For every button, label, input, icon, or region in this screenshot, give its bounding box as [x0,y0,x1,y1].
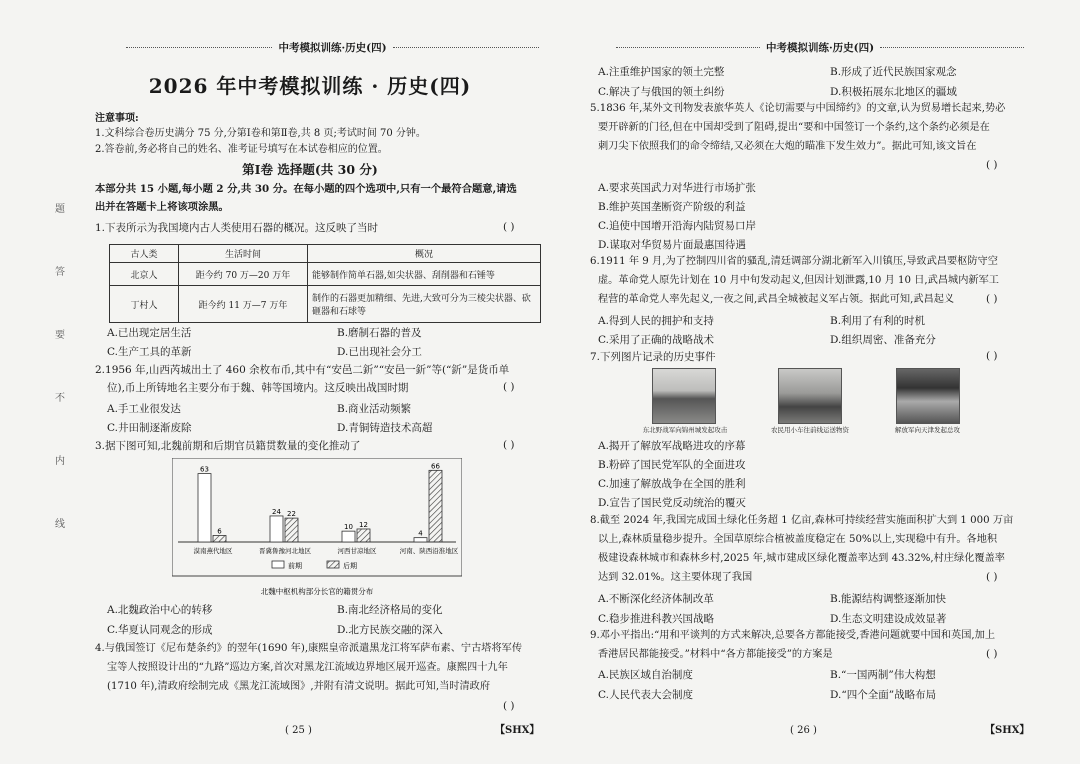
data-label: 63 [200,465,209,474]
page-header: 中考模拟训练·历史(四) [120,37,545,57]
chart-title: 北魏中枢机构部分长官的籍贯分布 [260,587,374,596]
table-row [110,263,541,286]
answer-paren: ( ) [986,159,998,171]
category-label: 晋冀鲁豫河北地区 [259,547,311,555]
data-label: 4 [418,529,423,538]
question-4-line-3: (1710 年),清政府绘制完成《黑龙江流域图》,并附有清文说明。据此可知,当时清政府 [107,681,491,692]
note-1: 1.文科综合卷历史满分 75 分,分第Ⅰ卷和第Ⅱ卷,共 8 页;考试时间 70 分钟。 [95,128,426,139]
q1-option-a[interactable]: A.已出现定居生活 [107,327,192,339]
legend-swatch [272,561,284,568]
legend-label: 前期 [288,562,302,570]
question-4-line-1: 4.与俄国签订《尼布楚条约》的翌年(1690 年),康熙皇帝派遣黑龙江将军萨布素、宁古塔将军传 [95,643,523,654]
exam-title: 2026 年中考模拟训练 · 历史(四) [148,74,472,98]
data-label: 10 [344,523,353,532]
q4-option-c[interactable]: C.解决了与俄国的领土纠纷 [598,86,725,98]
spine-char: 线 [55,519,65,530]
right-page [590,0,1030,764]
table-cell: 距今约 70 万—20 万年 [179,263,308,286]
question-5-line-2: 要开辟新的门径,但在中国却受到了阻碍,提出“要和中国签订一个条约,这个条约必须是在 [598,122,990,133]
question-8-line-4: 达到 32.01%。这主要体现了我国 [598,572,753,583]
q2-option-a[interactable]: A.手工业很发达 [107,403,181,415]
answer-paren: ( ) [503,439,515,451]
answer-paren: ( ) [986,648,998,660]
q4-option-b[interactable]: B.形成了近代民族国家观念 [830,66,957,78]
bar [342,531,355,542]
answer-paren: ( ) [986,293,998,305]
data-label: 12 [359,520,368,529]
q5-option-a[interactable]: A.要求英国武力对华进行市场扩张 [598,182,756,194]
photo-caption: 解放军向天津发起总攻 [895,426,960,434]
q7-option-d[interactable]: D.宣告了国民党反动统治的覆灭 [598,497,746,509]
q5-option-c[interactable]: C.追使中国增开沿海内陆贸易口岸 [598,220,756,232]
q8-option-d[interactable]: D.生态文明建设成效显著 [830,613,947,625]
spine-char: 题 [55,204,65,215]
spine-char: 答 [55,267,65,278]
q6-option-b[interactable]: B.利用了有利的时机 [830,315,926,327]
instruction-line-2: 出并在答题卡上将该项涂黑。 [95,201,229,213]
answer-paren: ( ) [986,350,998,362]
bar [285,518,298,542]
table-header-cell: 古人类 [110,245,179,263]
question-7-stem: 7.下列图片记录的历史事件 [590,351,716,363]
table-cell: 北京人 [110,263,179,286]
category-label: 河南、陕西沿淮地区 [399,547,459,555]
q6-option-c[interactable]: C.采用了正确的战略战术 [598,334,714,346]
data-label: 24 [272,507,281,516]
q3-option-b[interactable]: B.南北经济格局的变化 [337,604,443,616]
left-page [75,0,545,764]
q4-option-a[interactable]: A.注重维护国家的领土完整 [598,66,725,78]
question-1-stem: 1.下表所示为我国境内古人类使用石器的概况。这反映了当时 [95,222,379,234]
q9-option-a[interactable]: A.民族区域自治制度 [598,669,693,681]
question-6-line-3: 程营的革命党人率先起义,一夜之间,武昌全城被起义军占领。据此可知,武昌起义 [598,294,955,305]
chart-frame [172,458,462,576]
photo-tianjin-assault [896,368,960,424]
bar [198,474,211,542]
q2-option-d[interactable]: D.青铜铸造技术高超 [337,422,433,434]
stone-tools-table [109,244,541,323]
binding-margin [55,200,67,578]
q5-option-b[interactable]: B.维护英国垄断资产阶级的利益 [598,201,746,213]
page-code: 【SHX】 [985,725,1030,736]
question-5-line-1: 5.1836 年,某外文刊物发表旅华英人《论切需要与中国缔约》的文章,认为贸易增长起来,势必 [590,103,1006,114]
table-cell: 能够制作简单石器,如尖状器、刮削器和石锤等 [308,263,541,286]
question-3-stem: 3.据下图可知,北魏前期和后期官员籍贯数量的变化推动了 [95,440,361,452]
table-header-cell: 概况 [308,245,541,263]
q9-option-d[interactable]: D.“四个全面”战略布局 [830,689,937,701]
q2-option-b[interactable]: B.商业活动频繁 [337,403,412,415]
question-9-line-1: 9.邓小平指出:“用和平谈判的方式来解决,总要各方都能接受,香港问题就要中国和英国,加上 [590,630,996,641]
data-label: 6 [217,527,222,536]
spine-char: 不 [55,393,65,404]
bar [213,535,226,542]
q7-option-a[interactable]: A.揭开了解放军战略进攻的序幕 [598,440,746,452]
page-code: 【SHX】 [495,725,540,736]
q1-option-d[interactable]: D.已出现社会分工 [337,346,422,358]
q7-option-c[interactable]: C.加速了解放战争在全国的胜利 [598,478,746,490]
table-cell: 丁村人 [110,286,179,323]
bar [429,470,442,542]
q3-option-c[interactable]: C.华夏认同观念的形成 [107,624,213,636]
photo-jinzhou-attack [652,368,716,424]
note-2: 2.答卷前,务必将自己的姓名、准考证号填写在本试卷相应的位置。 [95,144,388,155]
bar [414,538,427,542]
question-9-line-2: 香港居民都能接受。”材料中“各方都能接受”的方案是 [598,649,833,660]
question-8-line-3: 极建设森林城市和森林乡村,2025 年,城市建成区绿化覆盖率达到 43.32%,村庄绿化覆盖率 [598,553,1005,564]
photo-caption: 东北野战军向锦州城发起攻击 [642,426,728,434]
notes-title: 注意事项: [95,113,139,124]
q5-option-d[interactable]: D.谋取对华贸易片面最惠国待遇 [598,239,746,251]
legend-swatch [327,561,339,568]
question-6-line-1: 6.1911 年 9 月,为了控制四川省的骚乱,清廷调部分湖北新军入川镇压,导致武昌要枢防守空 [590,256,998,267]
q3-option-d[interactable]: D.北方民族交融的深入 [337,624,443,636]
answer-paren: ( ) [503,381,515,393]
q4-option-d[interactable]: D.积极拓展东北地区的疆域 [830,86,957,98]
answer-paren: ( ) [503,700,515,712]
q9-option-b[interactable]: B.“一国两制”伟大构想 [830,669,936,681]
q8-option-b[interactable]: B.能源结构调整逐渐加快 [830,593,947,605]
photo-caption: 农民用小车往前线运送物资 [771,426,849,434]
photo-supply-carts [778,368,842,424]
table-cell: 制作的石器更加精细、先进,大致可分为三棱尖状器、砍砸器和石球等 [308,286,541,323]
table-cell: 距今约 11 万—7 万年 [179,286,308,323]
question-5-line-3: 刺刀尖下依照我们的命令缔结,又必须在大炮的瞄准下发生效力”。据此可知,该文旨在 [598,141,977,152]
section-title: 第Ⅰ卷 选择题(共 30 分) [242,162,378,177]
answer-paren: ( ) [986,571,998,583]
question-8-line-2: 以上,森林质量稳步提升。全国草原综合植被盖度稳定在 50%以上,实现稳中有升。各地积 [598,534,998,545]
legend-label: 后期 [343,562,357,570]
q1-option-b[interactable]: B.磨制石器的普及 [337,327,422,339]
q3-option-a[interactable]: A.北魏政治中心的转移 [107,604,213,616]
page-header: 中考模拟训练·历史(四) [610,37,1030,57]
data-label: 22 [287,510,296,519]
q7-option-b[interactable]: B.粉碎了国民党军队的全面进攻 [598,459,746,471]
q6-option-a[interactable]: A.得到人民的拥护和支持 [598,315,714,327]
q8-option-c[interactable]: C.稳步推进科教兴国战略 [598,613,714,625]
bar [270,516,283,542]
table-header-cell: 生活时间 [179,245,308,263]
table-row [110,286,541,323]
q9-option-c[interactable]: C.人民代表大会制度 [598,689,693,701]
page-number: ( 25 ) [285,725,312,736]
q6-option-d[interactable]: D.组织周密、准备充分 [830,334,936,346]
spine-char: 内 [55,456,65,467]
category-label: 河西甘凉地区 [337,547,377,555]
q2-option-c[interactable]: C.井田制逐渐废除 [107,422,192,434]
answer-paren: ( ) [503,221,515,233]
data-label: 66 [431,462,440,471]
category-label: 漠南燕代地区 [193,547,233,555]
spine-char: 要 [55,330,65,341]
q8-option-a[interactable]: A.不断深化经济体制改革 [598,593,714,605]
question-2-line-1: 2.1956 年,山西芮城出土了 460 余枚布币,其中有“安邑二釿”“安邑一釿”等(“釿”是货币单 [95,364,510,376]
instruction-line-1: 本部分共 15 小题,每小题 2 分,共 30 分。在每小题的四个选项中,只有一个最符合题意,请选 [95,183,517,195]
bar [357,529,370,542]
page-number: ( 26 ) [790,725,817,736]
officials-bar-chart [172,458,462,598]
question-4-line-2: 宝等人按照设计出的“九路”巡边方案,首次对黑龙江流域边界地区展开巡查。康熙四十九年 [107,662,508,673]
question-6-line-2: 虚。革命党人原先计划在 10 月中旬发动起义,但因计划泄露,10 月 10 日,武昌城内新军工 [598,275,999,286]
q1-option-c[interactable]: C.生产工具的革新 [107,346,192,358]
question-2-line-2: 位),币上所铸地名主要分布于魏、韩等国境内。这反映出战国时期 [107,382,409,394]
question-8-line-1: 8.截至 2024 年,我国完成国土绿化任务超 1 亿亩,森林可持续经营实施面积扩大到 1 000 万亩 [590,515,1014,526]
